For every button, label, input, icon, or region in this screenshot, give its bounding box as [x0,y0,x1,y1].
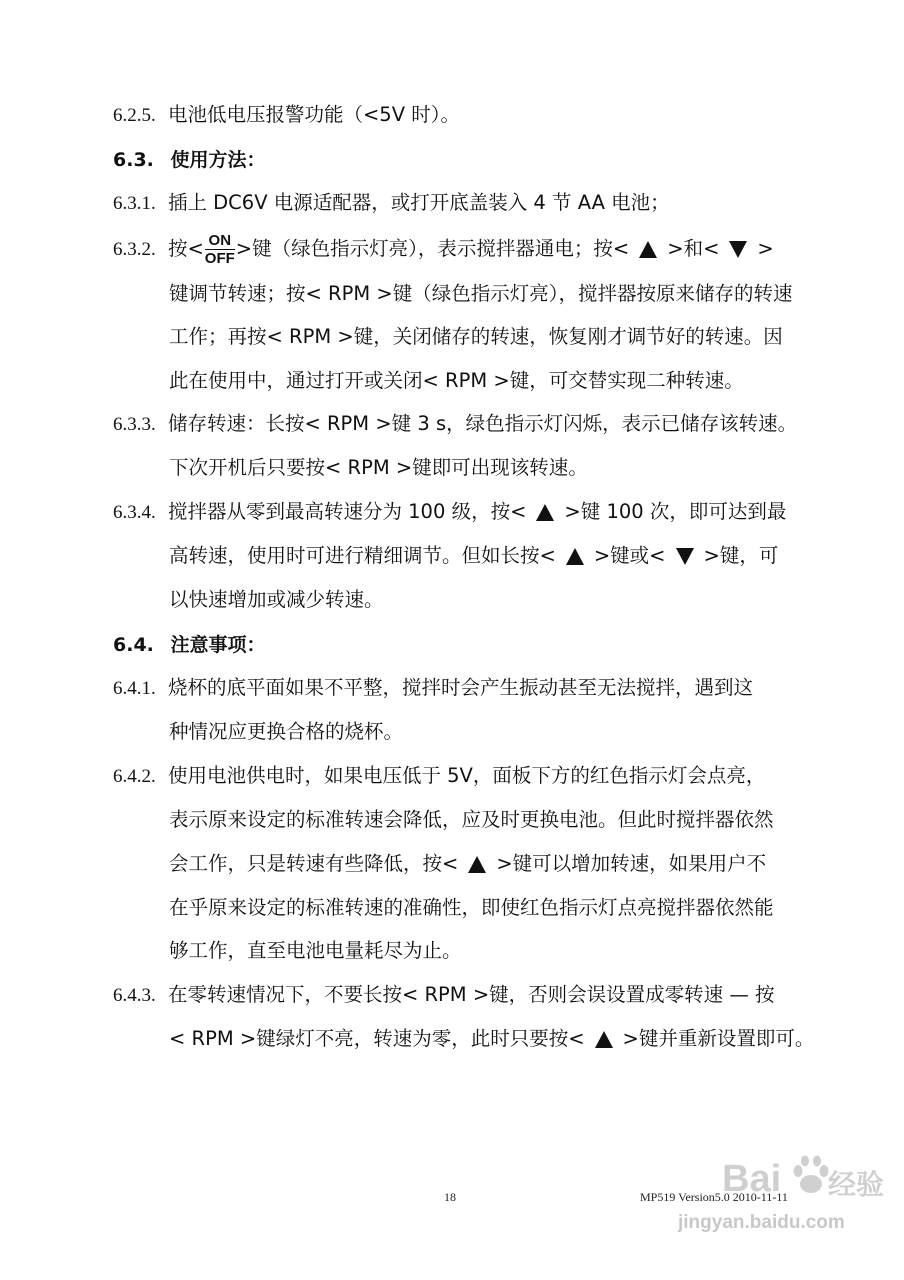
item-6-3-2-line-4 [169,366,744,396]
item-text: 在零转速情况下，不要长按< RPM >键，否则会误设置成零转速 — 按 [167,983,775,1006]
item-6-4-2-line-4 [169,893,774,923]
item-6-4-3-line-2 [169,1024,814,1054]
item-6-4-1-line-2 [169,717,403,747]
item-number: 6.3.1. [113,193,156,214]
item-number: 6.3.4. [113,502,156,523]
watermark-brand-2: 经验 [828,1168,885,1201]
off-label: OFF [204,250,235,267]
heading-number: 6.3. [113,149,154,171]
heading-number: 6.4. [113,634,154,656]
item-text-pre: 会工作，只是转速有些降低，按< [169,852,459,875]
item-text: 在乎原来设定的标准转速的准确性，即使红色指示灯点亮搅拌器依然能 [169,896,774,919]
item-6-3-2-line-3 [169,322,783,352]
item-6-4-1 [113,673,753,704]
item-text-end: >键 100 次，即可达到最 [564,500,787,523]
paw-icon [790,1154,832,1198]
item-text: 插上 DC6V 电源适配器，或打开底盖装入 4 节 AA 电池； [167,191,670,214]
item-text-end: >键并重新设置即可。 [622,1027,815,1050]
item-6-3-3-line-2 [169,453,588,483]
item-6-3-4-line-3 [169,585,384,615]
up-arrow-icon [566,548,584,565]
item-text: 烧杯的底平面如果不平整，搅拌时会产生振动甚至无法搅拌，遇到这 [167,676,753,699]
section-heading-6-4 [113,630,266,660]
item-text: 工作；再按< RPM >键，关闭储存的转速，恢复刚才调节好的转速。因 [169,325,783,348]
item-text: 电池低电压报警功能（<5V 时）。 [167,103,460,126]
item-number: 6.3.3. [113,414,156,435]
item-text: 储存转速：长按< RPM >键 3 s，绿色指示灯闪烁，表示已储存该转速。 [167,412,798,435]
item-text-mid: >键（绿色指示灯亮），表示搅拌器通电；按< [235,237,630,260]
item-6-3-4 [113,497,786,528]
item-6-4-2 [113,761,765,792]
item-6-4-3 [113,980,775,1011]
item-6-3-2-line-2 [169,279,792,309]
item-number: 6.4.1. [113,678,156,699]
item-text-mid: >和< [667,237,720,260]
item-text-end: > [757,237,774,260]
item-number: 6.2.5. [113,105,156,126]
item-6-3-4-line-2 [169,541,778,571]
item-6-3-1 [113,188,670,219]
item-text: 种情况应更换合格的烧杯。 [169,720,404,743]
item-text: 此在使用中，通过打开或关闭< RPM >键，可交替实现二种转速。 [169,369,744,392]
section-heading-6-3 [113,145,266,175]
version-info: MP519 Version5.0 2010-11-11 [640,1190,788,1204]
item-text-pre: 按< [167,237,204,260]
item-text: 表示原来设定的标准转速会降低，应及时更换电池。但此时搅拌器依然 [169,808,774,831]
page-number: 18 [444,1190,456,1204]
item-text-pre: < RPM >键绿灯不亮，转速为零，此时只要按< [169,1027,585,1050]
item-6-3-2 [113,232,774,267]
item-number: 6.4.2. [113,766,156,787]
item-text: 够工作，直至电池电量耗尽为止。 [169,939,462,962]
item-6-3-3 [113,409,797,440]
watermark-url: jingyan.baidu.com [678,1212,845,1233]
item-text: 下次开机后只要按< RPM >键即可出现该转速。 [169,456,588,479]
up-arrow-icon [468,856,486,873]
item-6-2-5 [113,100,460,131]
up-arrow-icon [595,1031,613,1048]
on-label: ON [205,232,235,250]
item-text: 以快速增加或减少转速。 [169,588,384,611]
down-arrow-icon [729,241,747,258]
item-text-pre: 高转速，使用时可进行精细调节。但如长按< [169,544,556,567]
item-text-mid: >键或< [593,544,666,567]
item-text-pre: 搅拌器从零到最高转速分为 100 级，按< [167,500,527,523]
watermark-brand: Bai [722,1158,782,1200]
item-text-end: >键，可 [703,544,779,567]
item-6-4-2-line-5 [169,936,462,966]
item-number: 6.4.3. [113,985,156,1006]
up-arrow-icon [639,241,657,258]
item-number: 6.3.2. [113,239,156,260]
heading-text: 使用方法： [170,149,266,171]
up-arrow-icon [536,504,554,521]
item-6-4-2-line-3 [169,849,766,879]
item-text-end: >键可以增加转速，如果用户不 [496,852,767,875]
down-arrow-icon [676,548,694,565]
item-text: 键调节转速；按< RPM >键（绿色指示灯亮），搅拌器按原来储存的转速 [169,282,793,305]
item-text: 使用电池供电时，如果电压低于 5V，面板下方的红色指示灯会点亮， [167,764,766,787]
on-off-key-label [205,232,235,267]
item-6-4-2-line-2 [169,805,774,835]
heading-text: 注意事项： [170,634,266,656]
